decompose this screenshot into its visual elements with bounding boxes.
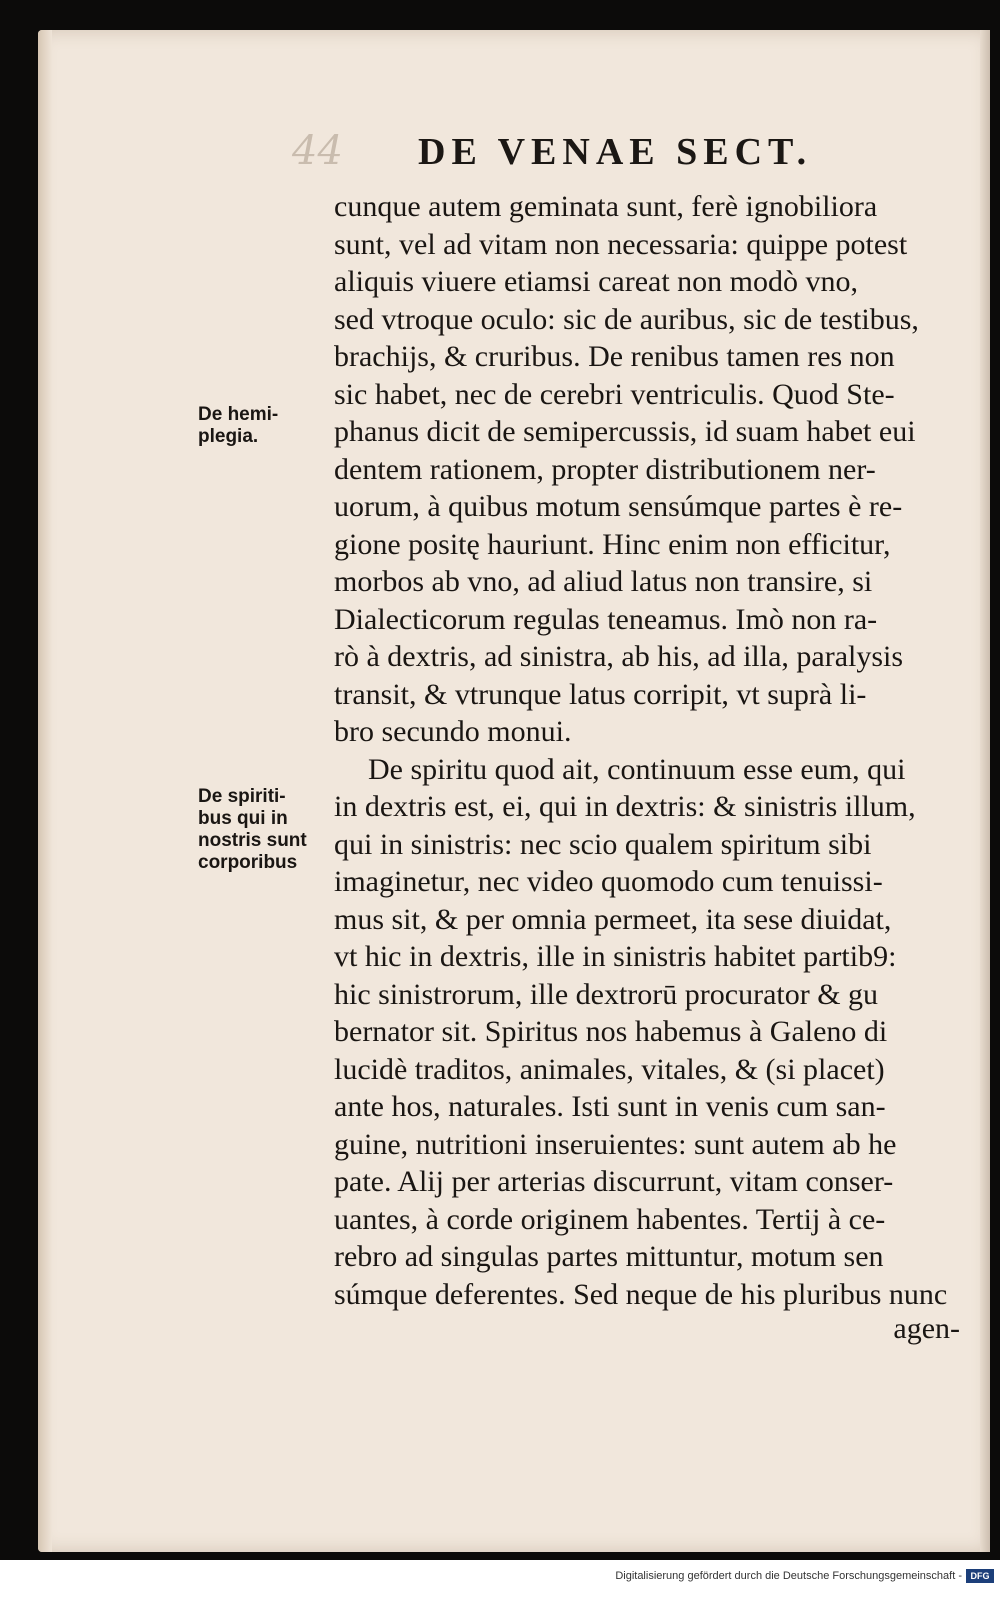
text-line: imaginetur, nec video quomodo cum tenuissi- [334,865,883,898]
text-line: transit, & vtrunque latus corripit, vt suprà li- [334,677,867,711]
text-line: sed vtroque oculo: sic de auribus, sic de testibus, [334,302,919,336]
text-line: ante hos, naturales. Isti sunt in venis cum san- [334,1090,886,1123]
text-line: morbos ab vno, ad aliud latus non transire, si [334,565,873,598]
text-line: sunt, vel ad vitam non necessaria: quippe potest [334,227,908,261]
body-text [334,188,1000,1313]
text-line: De spiritu quod ait, continuum esse eum, qui [368,752,906,786]
page-gutter [38,30,52,1552]
text-line: brachijs, & cruribus. De renibus tamen res non [334,340,895,373]
marginal-note-hemiplegia [198,404,278,448]
text-line: bro secundo monui. [334,715,572,748]
marginal-note-spiritibus [198,786,307,874]
text-line: uorum, à quibus motum sensúmque partes è re- [334,490,903,523]
text-line: qui in sinistris: nec scio qualem spiritum sibi [334,827,872,861]
funding-credit: Digitalisierung gefördert durch die Deutsche Forschungsgemeinschaft - [615,1570,962,1582]
catchword: agen- [893,1312,960,1345]
marginal-note-line: bus qui in [198,808,288,829]
page-number: 44 [292,128,343,174]
marginal-note-line: De hemi- [198,404,279,425]
text-line: guine, nutritioni inseruientes: sunt autem ab he [334,1127,897,1161]
text-line: sic habet, nec de cerebri ventriculis. Quod Ste- [334,377,895,411]
text-line: pate. Alij per arterias discurrunt, vitam conser- [334,1165,894,1198]
text-line: uantes, à corde originem habentes. Tertij à ce- [334,1202,886,1236]
text-line: bernator sit. Spiritus nos habemus à Galeno di [334,1015,888,1048]
text-line: hic sinistrorum, ille dextrorū procurator & gu [334,977,879,1011]
marginal-note-line: De spiriti- [198,786,286,807]
text-line: súmque deferentes. Sed neque de his pluribus nunc [334,1277,948,1311]
text-line: rò à dextris, ad sinistra, ab his, ad illa, paralysis [334,640,904,673]
book-page [38,30,990,1552]
text-line: cunque autem geminata sunt, ferè ignobiliora [334,190,878,223]
text-line: phanus dicit de semipercussis, id suam habet eui [334,415,916,448]
text-line: in dextris est, ei, qui in dextris: & sinistris illum, [334,790,916,823]
text-line: rebro ad singulas partes mittuntur, motum sen [334,1240,884,1273]
marginal-note-line: nostris sunt [198,830,307,851]
text-line: Dialecticorum regulas teneamus. Imò non ra- [334,602,878,636]
footer-bar [0,1560,1000,1599]
text-line: gione positę hauriunt. Hinc enim non efficitur, [334,527,891,561]
dfg-logo: DFG [966,1569,994,1583]
running-head: DE VENAE SECT. [418,131,813,173]
text-line: mus sit, & per omnia permeet, ita sese diuidat, [334,902,892,936]
marginal-note-line: corporibus [198,852,298,873]
text-line: lucidè traditos, animales, vitales, & (si placet) [334,1052,885,1086]
marginal-note-line: plegia. [198,426,259,447]
text-line: aliquis viuere etiamsi careat non modò vno, [334,265,859,298]
text-line: dentem rationem, propter distributionem ner- [334,452,876,486]
text-line: vt hic in dextris, ille in sinistris habitet partib9: [334,940,897,973]
